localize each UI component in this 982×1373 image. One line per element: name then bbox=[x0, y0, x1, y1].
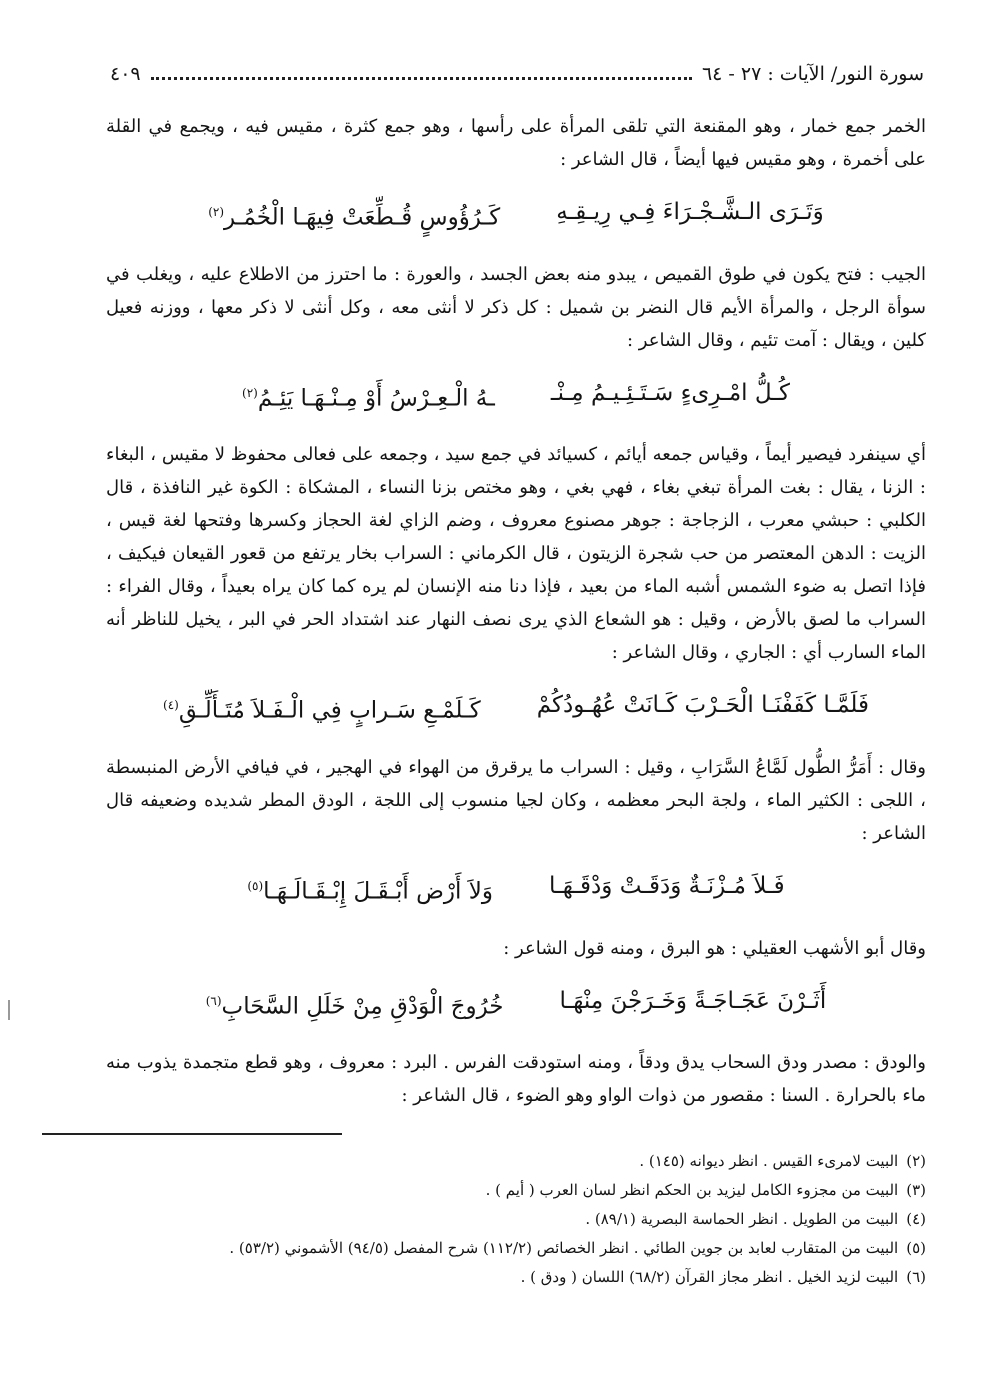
footnote-2 bbox=[106, 1147, 926, 1176]
running-title: سورة النور/ الآيات : ٢٧ - ٦٤ bbox=[701, 63, 924, 85]
verse-2 bbox=[106, 375, 926, 417]
verse-5-footnote-ref: (٦) bbox=[205, 993, 222, 1008]
paragraph-wadq: والودق : مصدر ودق السحاب يدق ودقاً ، ومنه استودقت الفرس . البرد : معروف ، وهو قطع متجمدة يذوب منه ماء بالحرارة . السنا : مقصور من ذوات الواو وهو الضوء ، قال الشاعر : bbox=[106, 1052, 926, 1107]
footnote-text: البيت لزيد الخيل . انظر مجاز القرآن (٦٨/٢) اللسان ( ودق ) . bbox=[520, 1268, 899, 1286]
verse-3-first-hemistich: فَلَمَّـا كَفَفْنَـا الْحَـرْبَ كَـانَتْ عُهُـودُكُمْ bbox=[536, 692, 869, 719]
verse-3-footnote-ref: (٤) bbox=[163, 698, 179, 713]
verse-2-second-hemistich: ـهُ الْـعِـرْسُ أَوْ مِـنْـهَـا يَئِـمُ bbox=[257, 385, 495, 412]
paragraph-jayb: الجيب : فتح يكون في طوق القميص ، يبدو منه بعض الجسد ، والعورة : ما احترز من الاطلاع عليه ، ويغلب في سوأة الرجل ، والمرأة الأيم قال النضر بن شميل : كل ذكر لا أنثى معه ، وكل أنثى لا ذكر معها ، ووزنه فعيل كلين ، ويقال : آمت تئيم ، وقال الشاعر : bbox=[106, 263, 926, 351]
verse-4 bbox=[106, 868, 926, 910]
verse-4-footnote-ref: (٥) bbox=[247, 878, 264, 893]
verse-5-second-hemistich: خُرُوجَ الْوَدْقِ مِنْ خَلَلِ السَّحَابِ bbox=[221, 993, 504, 1020]
footnote-4 bbox=[106, 1205, 926, 1234]
verse-3-second-hemistich: كَـلَمْـعِ سَـرابٍ فِي الْـفَـلاَ مُتَـأَلِّـقِ bbox=[178, 697, 481, 724]
footnote-text: البيت من المتقارب لعابد بن جوين الطائي . انظر الخصائص (١١٢/٢) شرح المفصل (٩٤/٥) الأشموني (٥٣/٢) . bbox=[229, 1239, 899, 1257]
footnote-text: البيت من مجزوء الكامل ليزيد بن الحكم انظر لسان العرب ( أيم ) . bbox=[485, 1181, 899, 1199]
footnote-5 bbox=[106, 1234, 926, 1263]
footnote-3 bbox=[106, 1176, 926, 1205]
verse-2-footnote-ref: (٢) bbox=[242, 385, 258, 400]
verse-4-second-hemistich: وَلاَ أَرْض أَبْـقَـلَ إِبْـقَـالَـهَـا bbox=[263, 878, 493, 905]
verse-5-second-hemistich-wrap bbox=[206, 983, 504, 1025]
page-header bbox=[110, 54, 924, 94]
footnote-text: البيت لامرىء القيس . انظر ديوانه (١٤٥) . bbox=[639, 1152, 899, 1170]
scan-margin-mark bbox=[8, 1000, 10, 1020]
footnote-text: البيت من الطويل . انظر الحماسة البصرية (٨٩/١) . bbox=[585, 1210, 899, 1228]
verse-1-second-hemistich: كَـرُؤُوسٍ قُـطِّعَتْ فِيهَـا الْخُمُـر bbox=[224, 204, 501, 231]
footnote-separator bbox=[42, 1133, 342, 1135]
footnote-number: (٣) bbox=[906, 1181, 926, 1199]
paragraph-sarab: أي سينفرد فيصير أيماً ، وقياس جمعه أيائم ، كسيائد في جمع سيد ، وجمعه على فعالى محفوظ لا مقيس ، البغاء : الزنا ، يقال : بغت المرأة تبغي بغاء ، فهي بغي ، وهو مختص بزنا النساء ، المشكاة : الكوة غير النافذة ، قال الكلبي : حبشي معرب ، الزجاجة : جوهر مصنوع معروف ، وضم الزاي لغة الحجاز وكسرها وفتحها لغة قيس ، الزيت : الدهن المعتصر من حب شجرة الزيتون ، قال الكرماني : السراب بخار يرتفع من قعور القيعان فيكيف ، فإذا اتصل به ضوء الشمس أشبه الماء من بعيد ، فإذا دنا منه الإنسان لم يره كما كان يراه بعيداً ، وقال الفراء : السراب ما لصق بالأرض ، وقيل : هو الشعاع الذي يرى نصف النهار عند اشتداد الحر في البر ، يخيل للناظر أنه الماء السارب أي : الجاري ، وقال الشاعر : bbox=[106, 444, 926, 664]
verse-4-second-hemistich-wrap bbox=[247, 868, 493, 910]
footnote-number: (٦) bbox=[906, 1268, 926, 1286]
verse-1-second-hemistich-wrap bbox=[208, 194, 500, 236]
paragraph-lujji: وقال : أَمَرُّ الطُّول لَمَّاعُ السَّرَابِ ، وقيل : السراب ما يرقرق من الهواء في الهجير ، في فيافي الأرض المنبسطة ، اللجى : الكثير الماء ، ولجة البحر معظمه ، وكان لجيا منسوب إلى اللجة ، الودق المطر شديده وضعيفه قال الشاعر : bbox=[106, 756, 926, 844]
footnote-number: (٥) bbox=[906, 1239, 926, 1257]
verse-3-second-hemistich-wrap bbox=[163, 687, 481, 729]
verse-1-first-hemistich: وَتَـرَى الـشَّـجْـرَاءَ فِـي رِيـقِـهِ bbox=[556, 199, 824, 225]
paragraph-khumur: الخمر جمع خمار ، وهو المقنعة التي تلقى المرأة على رأسها ، وهو جمع كثرة ، مقيس فيه ، ويجمع في القلة على أخمرة ، وهو مقيس فيها أيضاً ، قال الشاعر : bbox=[106, 116, 926, 170]
verse-5 bbox=[106, 983, 926, 1025]
footnote-number: (٢) bbox=[906, 1152, 926, 1170]
verse-2-second-hemistich-wrap bbox=[242, 375, 495, 417]
verse-2-first-hemistich: كُـلُّ امْـرِىءٍ سَـتَـئِـيـمُ مِـنْـ bbox=[550, 379, 790, 406]
verse-4-first-hemistich: فَـلاَ مُـزْنَـةٌ وَدَقَـتْ وَدْقَـهَـا bbox=[548, 872, 785, 899]
verse-5-first-hemistich: أَثَـرْنَ عَجَـاجَـةً وَخَـرَجْنَ مِنْهَـا bbox=[559, 987, 827, 1014]
verse-1-footnote-ref: (٢) bbox=[208, 205, 225, 219]
footnotes bbox=[106, 1147, 926, 1292]
verse-1 bbox=[106, 194, 926, 236]
footnote-number: (٤) bbox=[906, 1210, 926, 1228]
page-number: ٤٠٩ bbox=[110, 63, 141, 85]
verse-3 bbox=[106, 687, 926, 729]
main-text bbox=[106, 110, 926, 1112]
footnote-6 bbox=[106, 1263, 926, 1292]
paragraph-barq: وقال أبو الأشهب العقيلي : هو البرق ، ومنه قول الشاعر : bbox=[503, 937, 926, 959]
header-dot-leader bbox=[151, 77, 692, 80]
